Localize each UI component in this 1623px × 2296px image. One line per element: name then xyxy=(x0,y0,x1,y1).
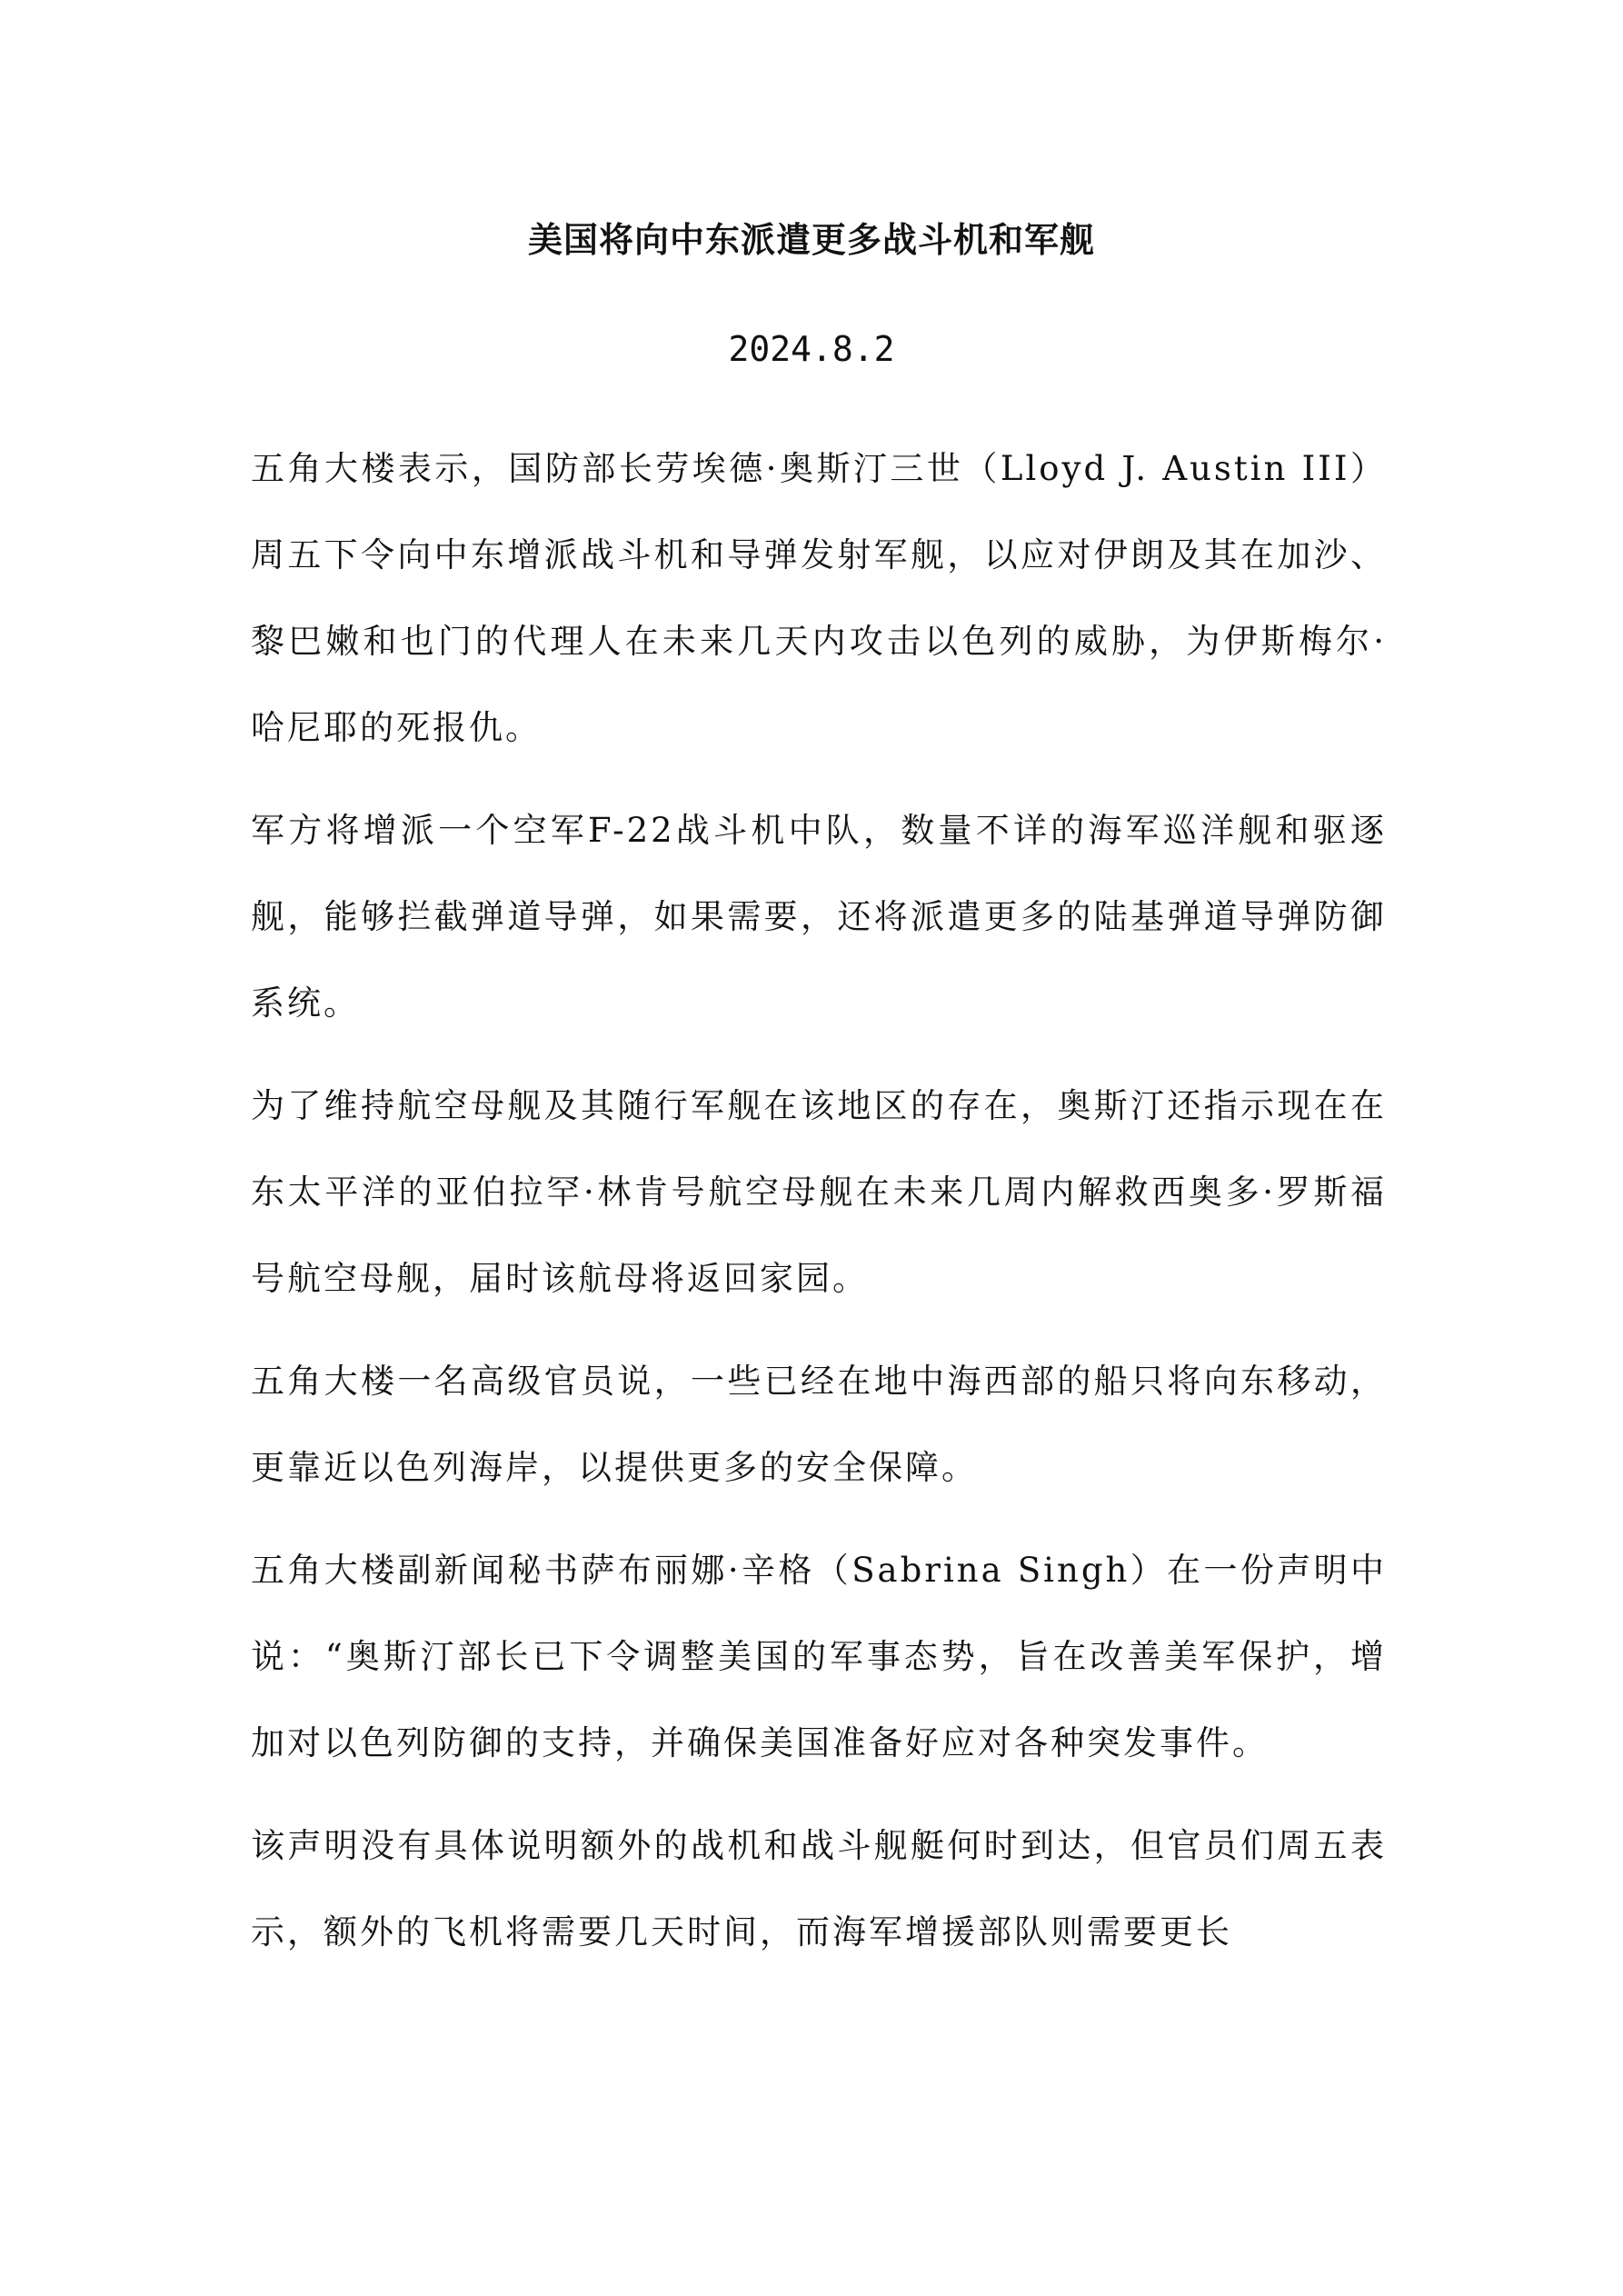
paragraph: 五角大楼副新闻秘书萨布丽娜·辛格（Sabrina Singh）在一份声明中说：“奥斯汀部长已下令调整美国的军事态势，旨在改善美军保护，增加对以色列防御的支持，并确保美国准备好应对各种突发事件。 xyxy=(251,1551,1387,1762)
article-body xyxy=(251,425,1387,1992)
publish-date: 2024.8.2 xyxy=(728,329,895,369)
paragraph: 五角大楼一名高级官员说，一些已经在地中海西部的船只将向东移动，更靠近以色列海岸，以提供更多的安全保障。 xyxy=(251,1362,1387,1487)
paragraph: 五角大楼表示，国防部长劳埃德·奥斯汀三世（Lloyd J. Austin III）周五下令向中东增派战斗机和导弹发射军舰，以应对伊朗及其在加沙、黎巴嫩和也门的代理人在未来几天内攻击以色列的威胁，为伊斯梅尔·哈尼耶的死报仇。 xyxy=(251,449,1387,747)
paragraph: 为了维持航空母舰及其随行军舰在该地区的存在，奥斯汀还指示现在在东太平洋的亚伯拉罕·林肯号航空母舰在未来几周内解救西奥多·罗斯福号航空母舰，届时该航母将返回家园。 xyxy=(251,1086,1387,1298)
page-title: 美国将向中东派遣更多战斗机和军舰 xyxy=(527,220,1095,260)
paragraph: 军方将增派一个空军F-22战斗机中队，数量不详的海军巡洋舰和驱逐舰，能够拦截弹道导弹，如果需要，还将派遣更多的陆基弹道导弹防御系统。 xyxy=(251,811,1387,1023)
paragraph: 该声明没有具体说明额外的战机和战斗舰艇何时到达，但官员们周五表示，额外的飞机将需要几天时间，而海军增援部队则需要更长 xyxy=(251,1826,1387,1952)
